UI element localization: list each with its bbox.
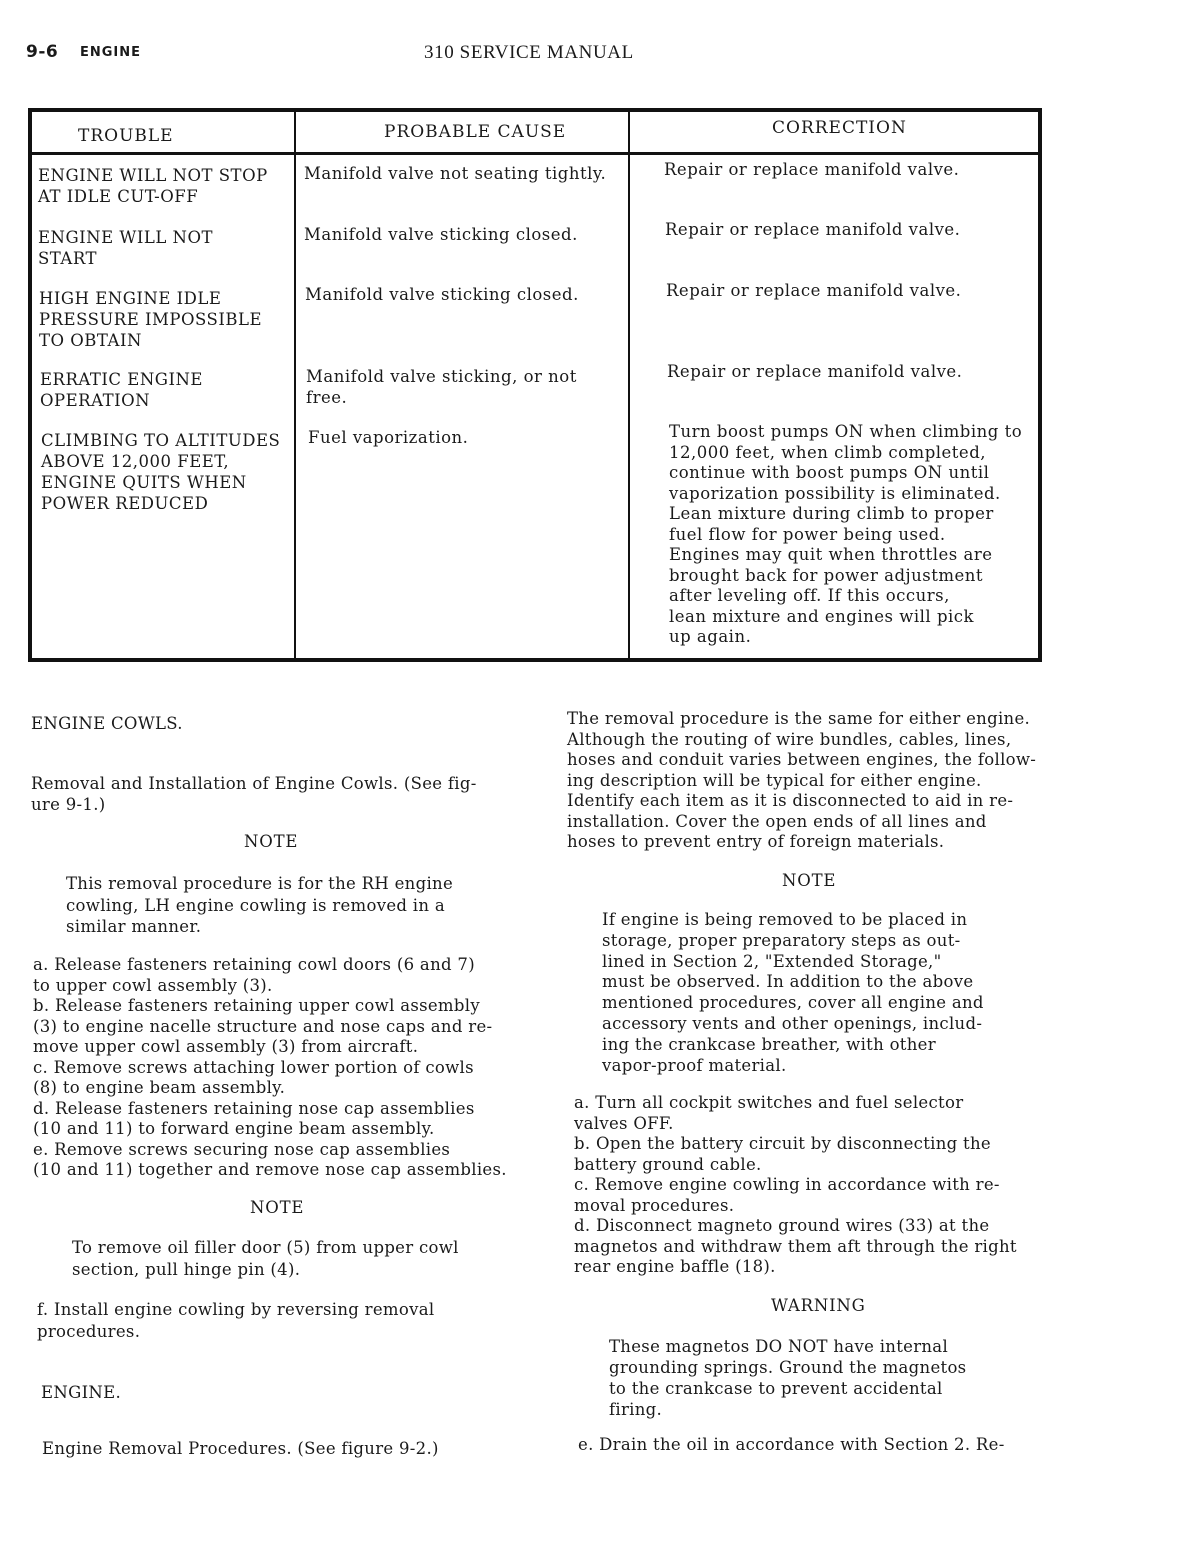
warning-text: These magnetos DO NOT have internal grounding springs. Ground the magnetos to the crankcase to prevent accidental firing.: [609, 1337, 967, 1419]
engine-removal-steps: a. Turn all cockpit switches and fuel selector valves OFF. b. Open the battery circuit by disconnecting the battery ground cable. c. Remove engine cowling in accordance with re- moval procedures. d. Disconnect magneto ground wires (33) at the magnetos and withdraw them aft through the right rear engine baffle (18).: [574, 1093, 1017, 1276]
heading-engine: ENGINE.: [41, 1383, 122, 1402]
section-label: ENGINE: [80, 45, 142, 60]
table-row-trouble: HIGH ENGINE IDLE PRESSURE IMPOSSIBLE TO OBTAIN: [39, 289, 263, 350]
note-text: To remove oil filler door (5) from upper cowl section, pull hinge pin (4).: [72, 1238, 459, 1279]
note-label: NOTE: [782, 871, 837, 890]
column-header-cause: PROBABLE CAUSE: [384, 122, 567, 142]
table-row-cause: Manifold valve sticking closed.: [305, 285, 579, 304]
table-row-correction: Repair or replace manifold valve.: [664, 160, 960, 179]
table-row-trouble: ENGINE WILL NOT STOP AT IDLE CUT-OFF: [38, 166, 268, 206]
removal-intro: The removal procedure is the same for either engine. Although the routing of wire bundles, cables, lines, hoses and conduit varies between engines, the follow- ing description will be typical for either engine. Identify each item as it is disconnected to aid in re- installation. Cover the open ends of all lines and hoses to prevent entry of foreign materials.: [567, 709, 1037, 851]
table-column-divider: [628, 108, 630, 662]
manual-title: 310 SERVICE MANUAL: [424, 42, 634, 63]
subheading-cowl-removal: Removal and Installation of Engine Cowls. (See fig- ure 9-1.): [31, 774, 477, 814]
table-row-trouble: ERRATIC ENGINE OPERATION: [40, 370, 203, 410]
table-row-cause: Manifold valve sticking closed.: [304, 225, 578, 244]
cowl-install-step: f. Install engine cowling by reversing removal procedures.: [37, 1300, 435, 1341]
table-row-trouble: CLIMBING TO ALTITUDES ABOVE 12,000 FEET, ENGINE QUITS WHEN POWER REDUCED: [41, 431, 281, 513]
table-row-cause: Fuel vaporization.: [308, 428, 469, 447]
cowl-removal-steps: a. Release fasteners retaining cowl doors (6 and 7) to upper cowl assembly (3). b. Release fasteners retaining upper cowl assembly (3) to engine nacelle structure and nose caps and re- move upper cowl assembly (3) from aircraft. c. Remove screws attaching lower portion of cowls (8) to engine beam assembly. d. Release fasteners retaining nose cap assemblies (10 and 11) to forward engine beam assembly. e. Remove screws securing nose cap assemblies (10 and 11) together and remove nose cap assemblies.: [33, 955, 507, 1179]
table-row-correction: Repair or replace manifold valve.: [665, 220, 961, 239]
page-number: 9-6: [26, 42, 59, 62]
subheading-engine-removal: Engine Removal Procedures. (See figure 9-2.): [42, 1439, 439, 1458]
table-row-cause: Manifold valve not seating tightly.: [304, 164, 607, 183]
table-row-correction: Turn boost pumps ON when climbing to 12,000 feet, when climb completed, continue with boost pumps ON until vaporization possibility is eliminated. Lean mixture during climb to proper fuel flow for power being used. Engines may quit when throttles are brought back for power adjustment after leveling off. If this occurs, lean mixture and engines will pick up again.: [669, 422, 1023, 646]
note-label: NOTE: [244, 832, 299, 851]
note-label: NOTE: [250, 1198, 305, 1217]
table-header-divider: [28, 152, 1042, 155]
table-row-correction: Repair or replace manifold valve.: [666, 281, 962, 300]
column-header-correction: CORRECTION: [772, 118, 907, 138]
note-text: This removal procedure is for the RH engine cowling, LH engine cowling is removed in a similar manner.: [66, 874, 454, 936]
table-row-cause: Manifold valve sticking, or not free.: [306, 367, 577, 407]
warning-label: WARNING: [771, 1296, 866, 1315]
table-row-correction: Repair or replace manifold valve.: [667, 362, 963, 381]
note-text: If engine is being removed to be placed in storage, proper preparatory steps as out- lined in Section 2, "Extended Storage," must be observed. In addition to the above mentioned procedures, cover all engine and accessory vents and other openings, includ- ing the crankcase breather, with other vapor-proof material.: [602, 910, 984, 1075]
column-header-trouble: TROUBLE: [78, 126, 174, 146]
heading-engine-cowls: ENGINE COWLS.: [31, 714, 183, 733]
table-row-trouble: ENGINE WILL NOT START: [38, 228, 214, 268]
engine-removal-step-e: e. Drain the oil in accordance with Section 2. Re-: [578, 1435, 1005, 1454]
table-column-divider: [294, 108, 296, 662]
